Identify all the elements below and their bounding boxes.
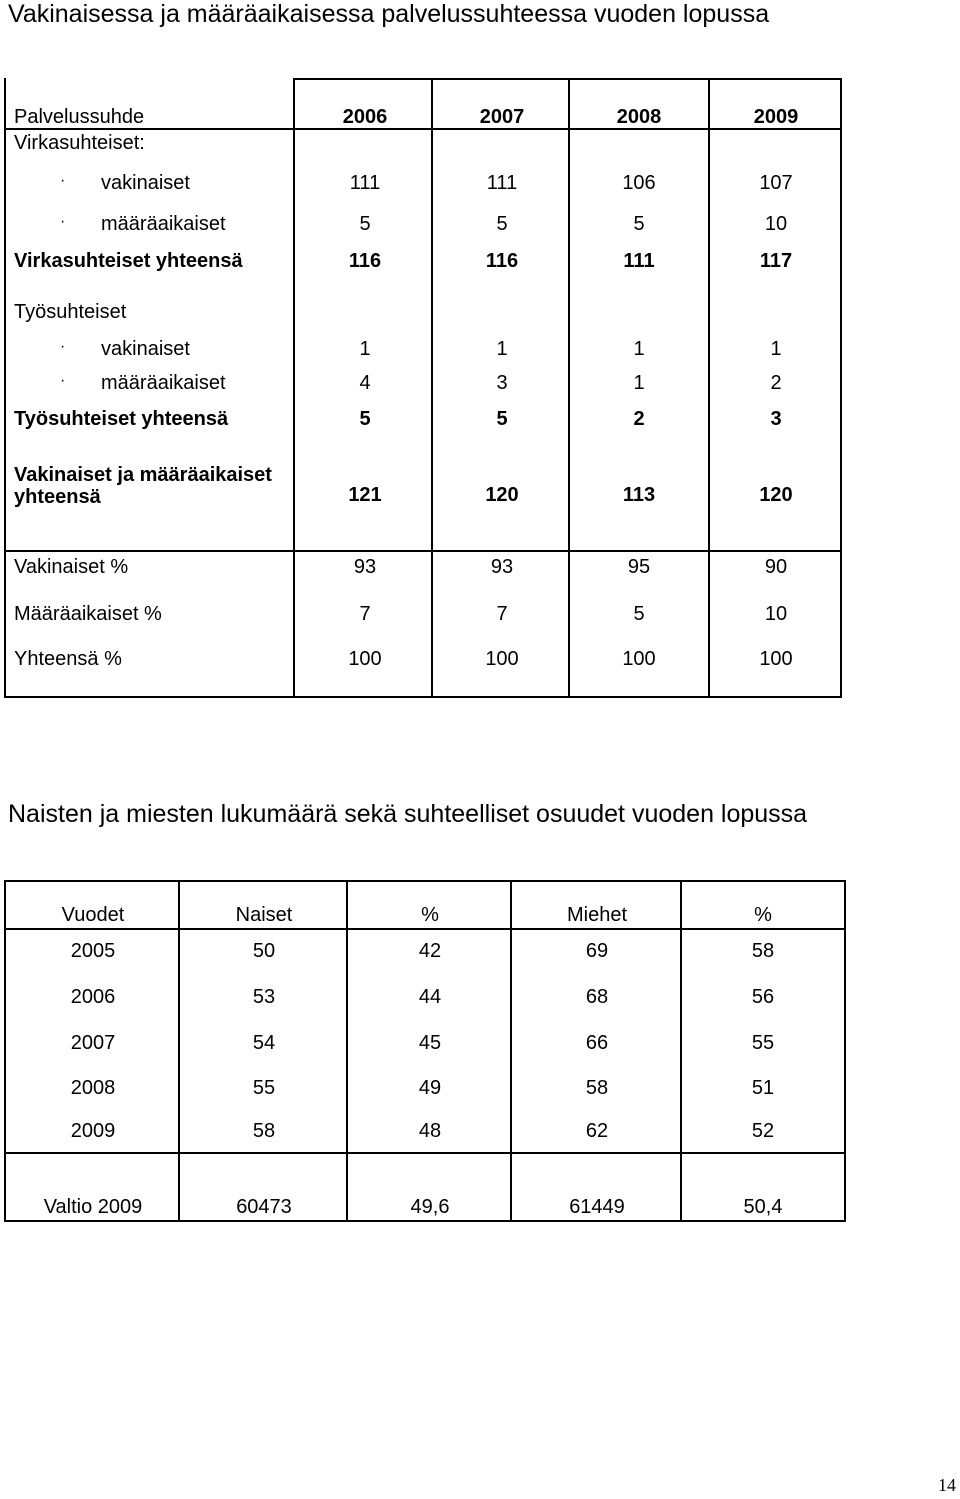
cell-value: 107 <box>759 172 793 194</box>
cell-value: Valtio 2009 <box>43 1196 143 1218</box>
cell-value: 3 <box>496 372 508 394</box>
cell-value: 62 <box>585 1120 609 1142</box>
row-label: Vakinaiset ja määräaikaiset yhteensä <box>14 464 272 508</box>
cell-value: 56 <box>751 986 775 1008</box>
cell-value: 50,4 <box>743 1196 783 1218</box>
cell-value: 10 <box>764 213 788 235</box>
row-label: Työsuhteiset yhteensä <box>14 408 229 430</box>
gender-table <box>4 880 846 1222</box>
row-label: Yhteensä % <box>14 648 122 670</box>
row-label: Vakinaiset % <box>14 556 129 578</box>
cell-value: 117 <box>759 250 793 272</box>
column-header: Vuodet <box>61 904 125 926</box>
cell-value: 111 <box>349 172 381 194</box>
cell-value: 5 <box>496 213 508 235</box>
cell-value: 2 <box>633 408 645 430</box>
cell-value: 100 <box>485 648 519 670</box>
cell-value: 93 <box>490 556 514 578</box>
row-label: Virkasuhteiset yhteensä <box>14 250 243 272</box>
column-header: Miehet <box>566 904 628 926</box>
cell-value: 5 <box>496 408 508 430</box>
cell-value: 55 <box>252 1077 276 1099</box>
row-label: määräaikaiset <box>101 213 226 235</box>
cell-value: 10 <box>764 603 788 625</box>
header-label: Palvelussuhde <box>14 106 145 128</box>
cell-value: 111 <box>486 172 518 194</box>
year-header: 2009 <box>753 106 799 128</box>
column-header: % <box>754 904 772 926</box>
row-label: Virkasuhteiset: <box>14 132 145 154</box>
cell-value: 106 <box>622 172 656 194</box>
row-label: vakinaiset <box>101 338 190 360</box>
column-divider <box>568 78 570 696</box>
cell-value: 66 <box>585 1032 609 1054</box>
bullet: · <box>60 338 66 355</box>
cell-value: 116 <box>348 250 382 272</box>
cell-value: 44 <box>418 986 442 1008</box>
cell-value: 100 <box>622 648 656 670</box>
bullet: · <box>60 372 66 389</box>
cell-value: 120 <box>759 484 793 506</box>
cell-value: 5 <box>633 603 645 625</box>
cell-value: 48 <box>418 1120 442 1142</box>
cell-value: 54 <box>252 1032 276 1054</box>
cell-value: 49 <box>418 1077 442 1099</box>
column-header: % <box>421 904 439 926</box>
column-divider <box>293 78 295 696</box>
cell-value: 120 <box>485 484 519 506</box>
cell-value: 113 <box>622 484 656 506</box>
column-header: Naiset <box>235 904 293 926</box>
cell-value: 7 <box>359 603 371 625</box>
cell-value: 42 <box>418 940 442 962</box>
page-title: Vakinaisessa ja määräaikaisessa palvelussuhteessa vuoden lopussa <box>8 0 770 28</box>
row-divider <box>6 1152 844 1154</box>
cell-value: 2005 <box>70 940 116 962</box>
cell-value: 1 <box>359 338 371 360</box>
column-divider <box>708 78 710 696</box>
cell-value: 52 <box>751 1120 775 1142</box>
cell-value: 2 <box>770 372 782 394</box>
row-label: määräaikaiset <box>101 372 226 394</box>
cell-value: 53 <box>252 986 276 1008</box>
section-title: Naisten ja miesten lukumäärä sekä suhteelliset osuudet vuoden lopussa <box>8 800 808 828</box>
cell-value: 55 <box>751 1032 775 1054</box>
cell-value: 69 <box>585 940 609 962</box>
cell-value: 2006 <box>70 986 116 1008</box>
cell-value: 95 <box>627 556 651 578</box>
page-number: 14 <box>938 1475 956 1495</box>
cell-value: 60473 <box>236 1196 292 1218</box>
row-divider <box>6 928 844 930</box>
cell-value: 50 <box>252 940 276 962</box>
cell-value: 90 <box>764 556 788 578</box>
cell-value: 45 <box>418 1032 442 1054</box>
cell-value: 2009 <box>70 1120 116 1142</box>
cell-value: 3 <box>770 408 782 430</box>
cell-value: 49,6 <box>410 1196 450 1218</box>
cell-value: 58 <box>751 940 775 962</box>
cell-value: 2007 <box>70 1032 116 1054</box>
cell-value: 58 <box>252 1120 276 1142</box>
bullet: · <box>60 213 66 230</box>
row-label: vakinaiset <box>101 172 190 194</box>
bullet: · <box>60 172 66 189</box>
cell-value: 4 <box>359 372 371 394</box>
cell-value: 1 <box>633 372 645 394</box>
cell-value: 93 <box>353 556 377 578</box>
row-label: Työsuhteiset <box>14 301 127 323</box>
cell-value: 68 <box>585 986 609 1008</box>
row-divider <box>6 550 840 552</box>
cell-value: 1 <box>633 338 645 360</box>
cell-value: 61449 <box>569 1196 625 1218</box>
cell-value: 116 <box>485 250 519 272</box>
employment-type-table <box>4 78 842 698</box>
cell-value: 1 <box>770 338 782 360</box>
cell-value: 2008 <box>70 1077 116 1099</box>
cell-value: 100 <box>348 648 382 670</box>
column-divider <box>431 78 433 696</box>
cell-value: 5 <box>633 213 645 235</box>
cell-value: 5 <box>359 213 371 235</box>
year-header: 2008 <box>616 106 662 128</box>
cell-value: 58 <box>585 1077 609 1099</box>
year-header: 2007 <box>479 106 525 128</box>
cell-value: 121 <box>348 484 382 506</box>
cell-value: 111 <box>623 250 655 272</box>
cell-value: 5 <box>359 408 371 430</box>
row-label: Määräaikaiset % <box>14 603 162 625</box>
cell-value: 1 <box>496 338 508 360</box>
year-header: 2006 <box>342 106 388 128</box>
cell-value: 51 <box>751 1077 775 1099</box>
cell-value: 100 <box>759 648 793 670</box>
cell-value: 7 <box>496 603 508 625</box>
